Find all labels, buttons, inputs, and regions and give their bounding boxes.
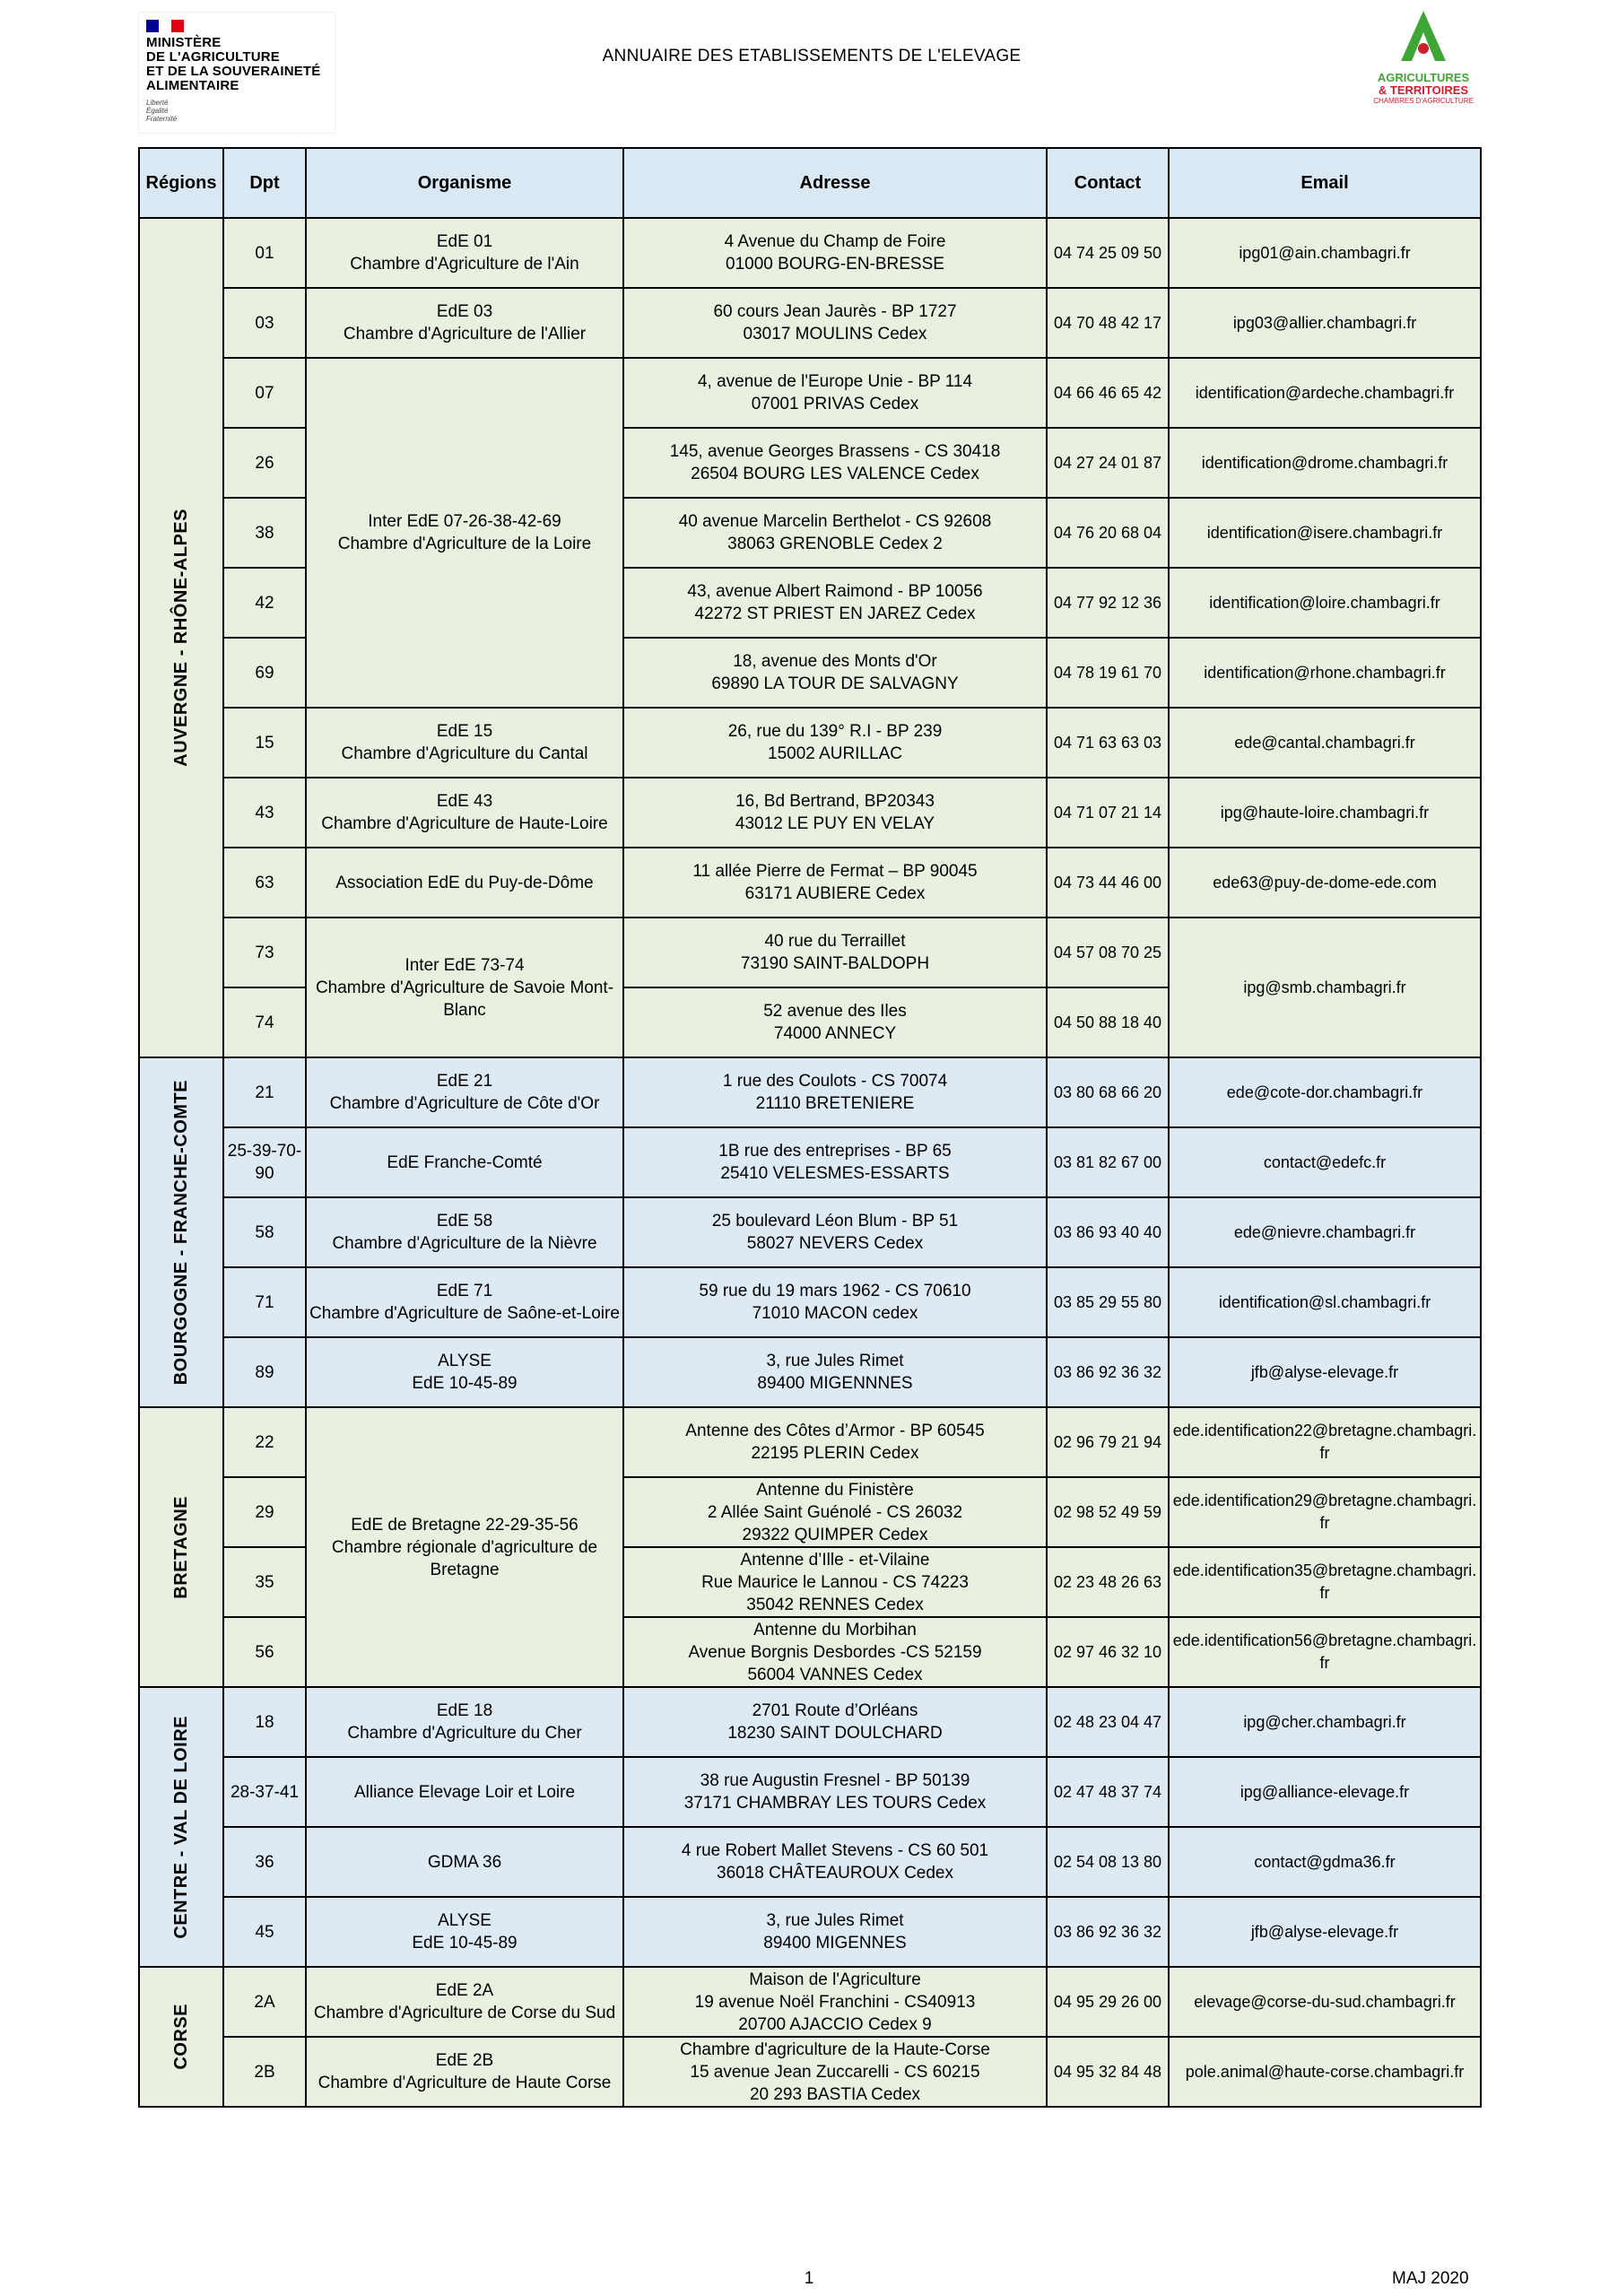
region-label: CENTRE - VAL DE LOIRE: [170, 1715, 191, 1939]
region-label: BRETAGNE: [170, 1495, 191, 1599]
dpt-cell: 22: [223, 1407, 306, 1477]
table-header-row: [139, 148, 1481, 218]
header-contact: Contact: [1047, 148, 1169, 218]
dpt-cell: 2B: [223, 2037, 306, 2107]
organisme-cell: EdE 2B Chambre d'Agriculture de Haute Corse: [306, 2037, 623, 2107]
email-cell[interactable]: identification@ardeche.chambagri.fr: [1169, 358, 1481, 428]
dpt-cell: 56: [223, 1617, 306, 1687]
contact-cell: 03 86 92 36 32: [1047, 1337, 1169, 1407]
email-cell[interactable]: ipg@haute-loire.chambagri.fr: [1169, 778, 1481, 848]
region-label: AUVERGNE - RHÔNE-ALPES: [170, 509, 191, 767]
ministry-name-line: MINISTÈRE: [146, 35, 222, 50]
region-cell: [139, 1057, 223, 1407]
contact-cell: 04 95 32 84 48: [1047, 2037, 1169, 2107]
agri-logo-text: [1356, 72, 1491, 97]
table-row: [139, 1967, 1481, 2037]
adresse-cell: 26, rue du 139° R.I - BP 239 15002 AURILLAC: [623, 708, 1047, 778]
organisme-cell: EdE 18 Chambre d'Agriculture du Cher: [306, 1687, 623, 1757]
contact-cell: 04 50 88 18 40: [1047, 987, 1169, 1057]
table-row: [139, 918, 1481, 987]
ministry-name: [146, 36, 321, 93]
table-row: [139, 708, 1481, 778]
email-cell[interactable]: identification@sl.chambagri.fr: [1169, 1267, 1481, 1337]
dpt-cell: 26: [223, 428, 306, 498]
contact-cell: 04 78 19 61 70: [1047, 638, 1169, 708]
email-cell[interactable]: ede.identification56@bretagne.chambagri.fr: [1169, 1617, 1481, 1687]
contact-cell: 04 57 08 70 25: [1047, 918, 1169, 987]
contact-cell: 02 48 23 04 47: [1047, 1687, 1169, 1757]
table-row: [139, 778, 1481, 848]
ministry-name-line: ALIMENTAIRE: [146, 78, 239, 93]
adresse-cell: 40 rue du Terraillet 73190 SAINT-BALDOPH: [623, 918, 1047, 987]
agri-logo-subtitle: CHAMBRES D'AGRICULTURE: [1373, 97, 1474, 105]
adresse-cell: 2701 Route d’Orléans 18230 SAINT DOULCHARD: [623, 1687, 1047, 1757]
header-email: Email: [1169, 148, 1481, 218]
adresse-cell: 145, avenue Georges Brassens - CS 30418 26504 BOURG LES VALENCE Cedex: [623, 428, 1047, 498]
email-cell[interactable]: ipg@cher.chambagri.fr: [1169, 1687, 1481, 1757]
organisme-cell: EdE 21 Chambre d'Agriculture de Côte d'Or: [306, 1057, 623, 1127]
dpt-cell: 36: [223, 1827, 306, 1897]
dpt-cell: 71: [223, 1267, 306, 1337]
organisme-cell: EdE 43 Chambre d'Agriculture de Haute-Loire: [306, 778, 623, 848]
contact-cell: 04 71 07 21 14: [1047, 778, 1169, 848]
update-date: MAJ 2020: [1392, 2269, 1469, 2288]
adresse-cell: 1B rue des entreprises - BP 65 25410 VELESMES-ESSARTS: [623, 1127, 1047, 1197]
region-cell: [139, 1407, 223, 1687]
email-cell[interactable]: ede.identification35@bretagne.chambagri.fr: [1169, 1547, 1481, 1617]
dpt-cell: 38: [223, 498, 306, 568]
adresse-cell: 52 avenue des Iles 74000 ANNECY: [623, 987, 1047, 1057]
dpt-cell: 74: [223, 987, 306, 1057]
adresse-cell: Antenne du Morbihan Avenue Borgnis Desbordes -CS 52159 56004 VANNES Cedex: [623, 1617, 1047, 1687]
directory-table: [138, 147, 1482, 2108]
email-cell[interactable]: ede.identification29@bretagne.chambagri.fr: [1169, 1477, 1481, 1547]
email-cell[interactable]: ede@cote-dor.chambagri.fr: [1169, 1057, 1481, 1127]
dpt-cell: 45: [223, 1897, 306, 1967]
organisme-cell: EdE 03 Chambre d'Agriculture de l'Allier: [306, 288, 623, 358]
table-row: [139, 1197, 1481, 1267]
adresse-cell: 16, Bd Bertrand, BP20343 43012 LE PUY EN VELAY: [623, 778, 1047, 848]
adresse-cell: 1 rue des Coulots - CS 70074 21110 BRETENIERE: [623, 1057, 1047, 1127]
email-cell[interactable]: ede@cantal.chambagri.fr: [1169, 708, 1481, 778]
ministry-name-line: ET DE LA SOUVERAINETÉ: [146, 64, 321, 79]
email-cell[interactable]: elevage@corse-du-sud.chambagri.fr: [1169, 1967, 1481, 2037]
email-cell[interactable]: ipg03@allier.chambagri.fr: [1169, 288, 1481, 358]
region-cell: [139, 1967, 223, 2107]
flag-icon: [146, 20, 184, 32]
motto-line: Liberté: [146, 99, 169, 107]
agri-logo-line: & TERRITOIRES: [1378, 83, 1469, 97]
adresse-cell: 43, avenue Albert Raimond - BP 10056 42272 ST PRIEST EN JAREZ Cedex: [623, 568, 1047, 638]
contact-cell: 04 77 92 12 36: [1047, 568, 1169, 638]
adresse-cell: Maison de l'Agriculture 19 avenue Noël Franchini - CS40913 20700 AJACCIO Cedex 9: [623, 1967, 1047, 2037]
adresse-cell: 4 rue Robert Mallet Stevens - CS 60 501 36018 CHÂTEAUROUX Cedex: [623, 1827, 1047, 1897]
organisme-cell: EdE 71 Chambre d'Agriculture de Saône-et-Loire: [306, 1267, 623, 1337]
agri-logo-line: AGRICULTURES: [1377, 71, 1470, 84]
table-row: [139, 218, 1481, 288]
organisme-cell: Association EdE du Puy-de-Dôme: [306, 848, 623, 918]
adresse-cell: Chambre d'agriculture de la Haute-Corse 15 avenue Jean Zuccarelli - CS 60215 20 293 BASTIA Cedex: [623, 2037, 1047, 2107]
contact-cell: 04 70 48 42 17: [1047, 288, 1169, 358]
dpt-cell: 63: [223, 848, 306, 918]
organisme-cell: EdE Franche-Comté: [306, 1127, 623, 1197]
contact-cell: 04 27 24 01 87: [1047, 428, 1169, 498]
contact-cell: 04 95 29 26 00: [1047, 1967, 1169, 2037]
dpt-cell: 69: [223, 638, 306, 708]
adresse-cell: 4, avenue de l'Europe Unie - BP 114 07001 PRIVAS Cedex: [623, 358, 1047, 428]
region-cell: [139, 1687, 223, 1967]
contact-cell: 03 80 68 66 20: [1047, 1057, 1169, 1127]
organisme-cell: EdE 15 Chambre d'Agriculture du Cantal: [306, 708, 623, 778]
dpt-cell: 89: [223, 1337, 306, 1407]
region-label: CORSE: [170, 2004, 191, 2070]
email-cell[interactable]: jfb@alyse-elevage.fr: [1169, 1337, 1481, 1407]
adresse-cell: 4 Avenue du Champ de Foire 01000 BOURG-EN-BRESSE: [623, 218, 1047, 288]
dpt-cell: 01: [223, 218, 306, 288]
organisme-cell: Inter EdE 73-74 Chambre d'Agriculture de Savoie Mont-Blanc: [306, 918, 623, 1057]
contact-cell: 04 66 46 65 42: [1047, 358, 1169, 428]
dpt-cell: 2A: [223, 1967, 306, 2037]
contact-cell: 02 96 79 21 94: [1047, 1407, 1169, 1477]
motto-line: Fraternité: [146, 115, 178, 123]
dpt-cell: 21: [223, 1057, 306, 1127]
table-row: [139, 1407, 1481, 1477]
adresse-cell: 25 boulevard Léon Blum - BP 51 58027 NEVERS Cedex: [623, 1197, 1047, 1267]
organisme-cell: EdE 01 Chambre d'Agriculture de l'Ain: [306, 218, 623, 288]
dpt-cell: 29: [223, 1477, 306, 1547]
email-cell[interactable]: identification@drome.chambagri.fr: [1169, 428, 1481, 498]
header-adresse: Adresse: [623, 148, 1047, 218]
table-row: [139, 1337, 1481, 1407]
organisme-cell: EdE de Bretagne 22-29-35-56 Chambre régionale d'agriculture de Bretagne: [306, 1407, 623, 1687]
contact-cell: 03 86 92 36 32: [1047, 1897, 1169, 1967]
dpt-cell: 03: [223, 288, 306, 358]
dpt-cell: 43: [223, 778, 306, 848]
organisme-cell: Alliance Elevage Loir et Loire: [306, 1757, 623, 1827]
table-row: [139, 2037, 1481, 2107]
email-cell[interactable]: ede@nievre.chambagri.fr: [1169, 1197, 1481, 1267]
table-row: [139, 848, 1481, 918]
dpt-cell: 07: [223, 358, 306, 428]
contact-cell: 04 74 25 09 50: [1047, 218, 1169, 288]
contact-cell: 02 97 46 32 10: [1047, 1617, 1169, 1687]
directory-body: [139, 218, 1481, 2107]
chambres-agriculture-logo: [1356, 7, 1491, 106]
email-cell[interactable]: ede63@puy-de-dome-ede.com: [1169, 848, 1481, 918]
email-cell[interactable]: identification@isere.chambagri.fr: [1169, 498, 1481, 568]
table-row: [139, 1687, 1481, 1757]
table-row: [139, 288, 1481, 358]
email-cell[interactable]: identification@rhone.chambagri.fr: [1169, 638, 1481, 708]
adresse-cell: 59 rue du 19 mars 1962 - CS 70610 71010 MACON cedex: [623, 1267, 1047, 1337]
contact-cell: 04 76 20 68 04: [1047, 498, 1169, 568]
contact-cell: 03 81 82 67 00: [1047, 1127, 1169, 1197]
table-row: [139, 1827, 1481, 1897]
contact-cell: 02 23 48 26 63: [1047, 1547, 1169, 1617]
email-cell[interactable]: contact@gdma36.fr: [1169, 1827, 1481, 1897]
email-cell[interactable]: ipg@smb.chambagri.fr: [1169, 918, 1481, 1057]
adresse-cell: 60 cours Jean Jaurès - BP 1727 03017 MOULINS Cedex: [623, 288, 1047, 358]
adresse-cell: Antenne du Finistère 2 Allée Saint Guénolé - CS 26032 29322 QUIMPER Cedex: [623, 1477, 1047, 1547]
adresse-cell: 40 avenue Marcelin Berthelot - CS 92608 38063 GRENOBLE Cedex 2: [623, 498, 1047, 568]
adresse-cell: Antenne des Côtes d’Armor - BP 60545 22195 PLERIN Cedex: [623, 1407, 1047, 1477]
header-organisme: Organisme: [306, 148, 623, 218]
contact-cell: 02 47 48 37 74: [1047, 1757, 1169, 1827]
dpt-cell: 18: [223, 1687, 306, 1757]
dpt-cell: 73: [223, 918, 306, 987]
dpt-cell: 28-37-41: [223, 1757, 306, 1827]
dpt-cell: 15: [223, 708, 306, 778]
email-cell[interactable]: ipg@alliance-elevage.fr: [1169, 1757, 1481, 1827]
table-row: [139, 1897, 1481, 1967]
contact-cell: 03 86 93 40 40: [1047, 1197, 1169, 1267]
organisme-cell: EdE 2A Chambre d'Agriculture de Corse du Sud: [306, 1967, 623, 2037]
email-cell[interactable]: pole.animal@haute-corse.chambagri.fr: [1169, 2037, 1481, 2107]
table-row: [139, 1127, 1481, 1197]
contact-cell: 02 54 08 13 80: [1047, 1827, 1169, 1897]
dpt-cell: 58: [223, 1197, 306, 1267]
email-cell[interactable]: jfb@alyse-elevage.fr: [1169, 1897, 1481, 1967]
header-dpt: Dpt: [223, 148, 306, 218]
contact-cell: 03 85 29 55 80: [1047, 1267, 1169, 1337]
dpt-cell: 25-39-70-90: [223, 1127, 306, 1197]
page-number: 1: [804, 2269, 814, 2288]
table-row: [139, 1267, 1481, 1337]
page-title: ANNUAIRE DES ETABLISSEMENTS DE L'ELEVAGE: [602, 47, 1022, 65]
table-row: [139, 1757, 1481, 1827]
table-row: [139, 1057, 1481, 1127]
ministry-name-line: DE L'AGRICULTURE: [146, 49, 280, 65]
dpt-cell: 42: [223, 568, 306, 638]
region-label: BOURGOGNE - FRANCHE-COMTE: [170, 1079, 191, 1386]
organisme-cell: ALYSE EdE 10-45-89: [306, 1337, 623, 1407]
motto-line: Égalité: [146, 107, 169, 115]
contact-cell: 04 71 63 63 03: [1047, 708, 1169, 778]
leaf-a-icon: [1383, 7, 1464, 70]
organisme-cell: EdE 58 Chambre d'Agriculture de la Nièvre: [306, 1197, 623, 1267]
email-cell[interactable]: identification@loire.chambagri.fr: [1169, 568, 1481, 638]
adresse-cell: 38 rue Augustin Fresnel - BP 50139 37171 CHAMBRAY LES TOURS Cedex: [623, 1757, 1047, 1827]
contact-cell: 04 73 44 46 00: [1047, 848, 1169, 918]
contact-cell: 02 98 52 49 59: [1047, 1477, 1169, 1547]
dpt-cell: 35: [223, 1547, 306, 1617]
adresse-cell: Antenne d’Ille - et-Vilaine Rue Maurice le Lannou - CS 74223 35042 RENNES Cedex: [623, 1547, 1047, 1617]
region-cell: [139, 218, 223, 1057]
email-cell[interactable]: contact@edefc.fr: [1169, 1127, 1481, 1197]
email-cell[interactable]: ede.identification22@bretagne.chambagri.fr: [1169, 1407, 1481, 1477]
organisme-cell: Inter EdE 07-26-38-42-69 Chambre d'Agriculture de la Loire: [306, 358, 623, 708]
republic-motto: [146, 99, 177, 123]
organisme-cell: ALYSE EdE 10-45-89: [306, 1897, 623, 1967]
header-regions: Régions: [139, 148, 223, 218]
adresse-cell: 18, avenue des Monts d'Or 69890 LA TOUR DE SALVAGNY: [623, 638, 1047, 708]
ministry-logo: [139, 13, 335, 133]
adresse-cell: 3, rue Jules Rimet 89400 MIGENNNES: [623, 1337, 1047, 1407]
adresse-cell: 3, rue Jules Rimet 89400 MIGENNES: [623, 1897, 1047, 1967]
organisme-cell: GDMA 36: [306, 1827, 623, 1897]
adresse-cell: 11 allée Pierre de Fermat – BP 90045 63171 AUBIERE Cedex: [623, 848, 1047, 918]
table-row: [139, 358, 1481, 428]
email-cell[interactable]: ipg01@ain.chambagri.fr: [1169, 218, 1481, 288]
